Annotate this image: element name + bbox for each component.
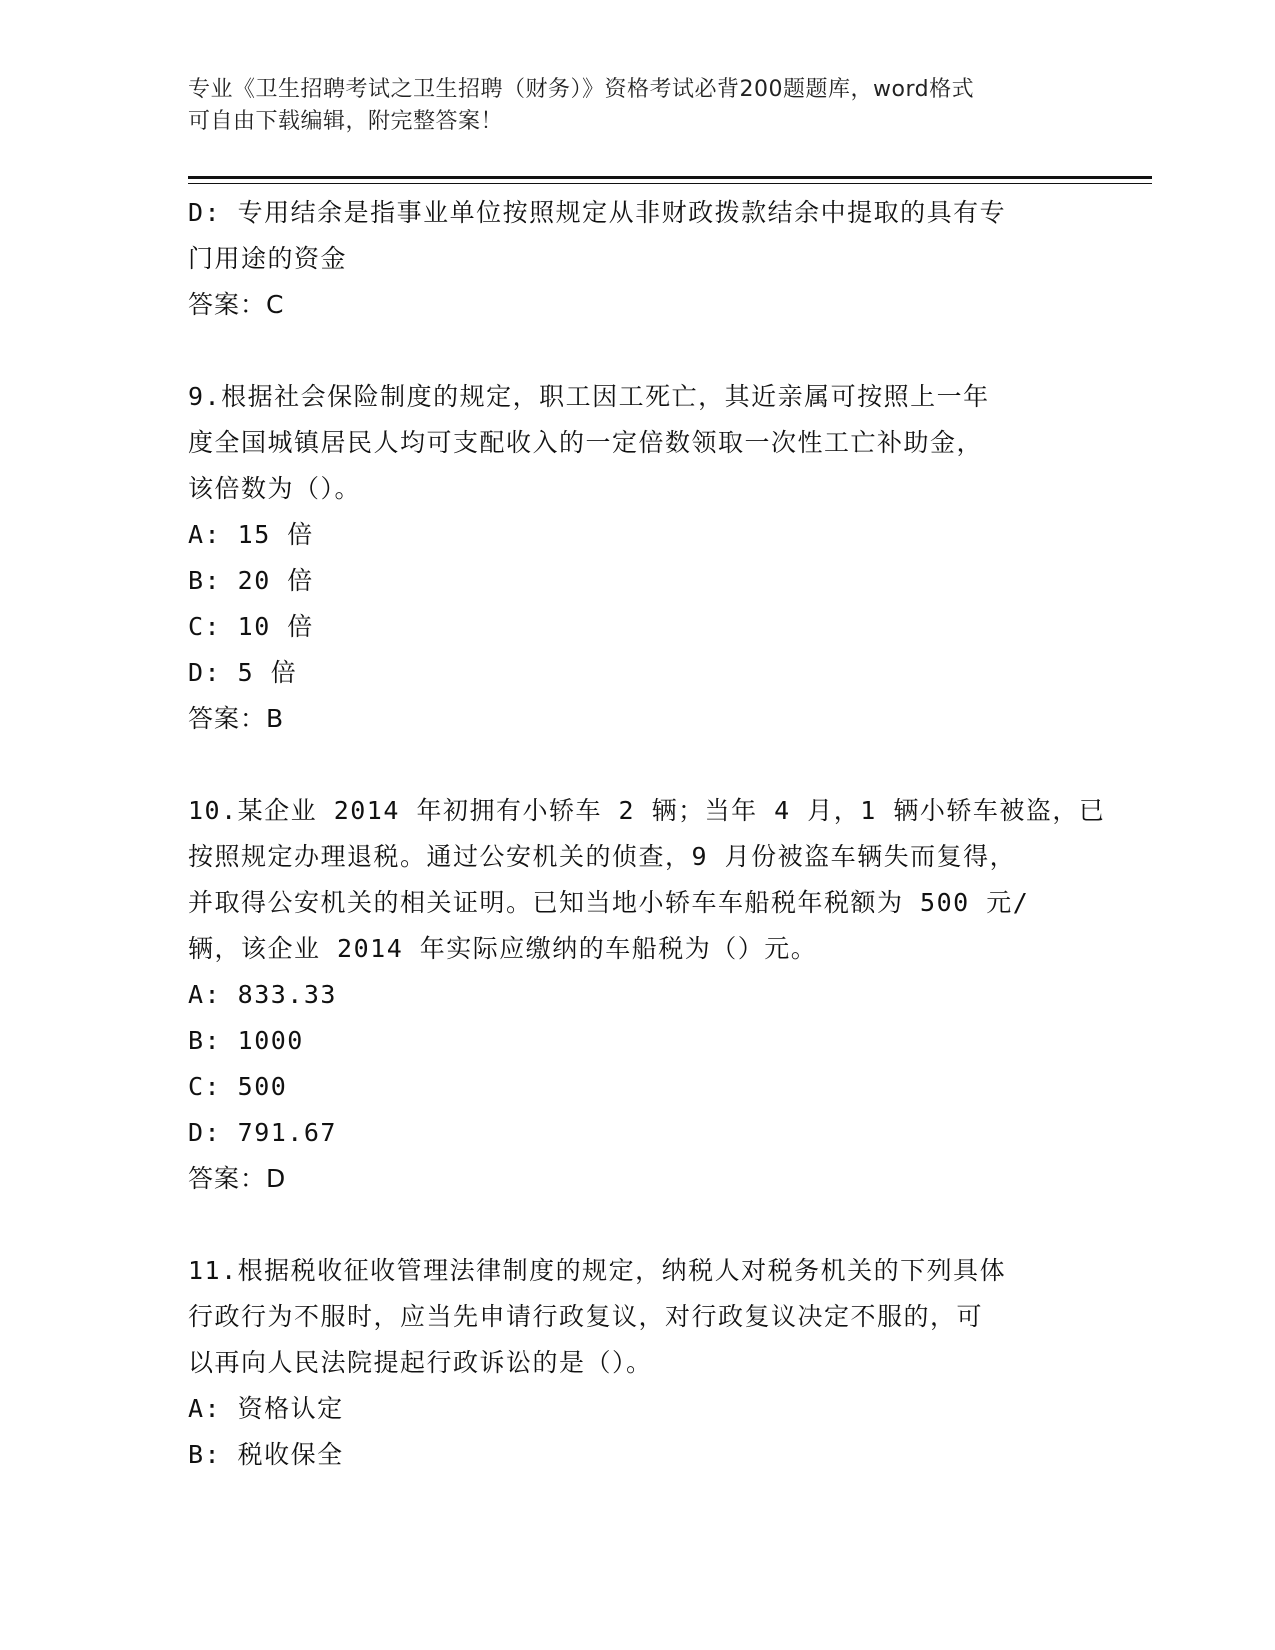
spacer: [188, 328, 1088, 374]
header-title-line-2: 可自由下载编辑，附完整答案！: [188, 109, 504, 134]
option-b: B: 税收保全: [188, 1440, 344, 1469]
spacer: [188, 742, 1088, 788]
question-stem: 辆，该企业 2014 年实际应缴纳的车船税为（）元。: [188, 934, 818, 963]
question-list: [188, 190, 1106, 1478]
question-stem: 以再向人民法院提起行政诉讼的是（）。: [188, 1348, 653, 1377]
question-stem: 9.根据社会保险制度的规定，职工因工死亡，其近亲属可按照上一年: [188, 382, 990, 411]
option-d: D: 791.67: [188, 1118, 337, 1147]
answer: 答案：B: [188, 704, 285, 733]
question-10: [188, 788, 1106, 1202]
option-c: C: 500: [188, 1072, 288, 1101]
question-11: [188, 1248, 1088, 1478]
option-a: A: 833.33: [188, 980, 337, 1009]
question-stem: 按照规定办理退税。通过公安机关的侦查，9 月份被盗车辆失而复得，: [188, 842, 1017, 871]
option-c: C: 10 倍: [188, 612, 314, 641]
spacer: [188, 1202, 1088, 1248]
question-9: [188, 374, 1088, 742]
question-stem: 并取得公安机关的相关证明。已知当地小轿车车船税年税额为 500 元/: [188, 888, 1030, 917]
answer: 答案：D: [188, 1164, 287, 1193]
option-a: A: 资格认定: [188, 1394, 344, 1423]
question-stem: 行政行为不服时，应当先申请行政复议，对行政复议决定不服的，可: [188, 1302, 984, 1331]
header-divider-thin: [188, 183, 1152, 184]
question-stem: 该倍数为（）。: [188, 474, 362, 503]
option-d: D: 5 倍: [188, 658, 298, 687]
question-stem: 度全国城镇居民人均可支配收入的一定倍数领取一次性工亡补助金，: [188, 428, 984, 457]
question-stem: 10.某企业 2014 年初拥有小轿车 2 辆；当年 4 月，1 辆小轿车被盗，已: [188, 796, 1106, 825]
option-a: A: 15 倍: [188, 520, 314, 549]
header-title-line-1: 专业《卫生招聘考试之卫生招聘（财务）》资格考试必背200题题库，word格式: [188, 77, 975, 102]
option-d-continued: 门用途的资金: [188, 244, 348, 273]
option-d: D: 专用结余是指事业单位按照规定从非财政拨款结余中提取的具有专: [188, 198, 1007, 227]
question-8-tail: [188, 190, 1088, 328]
question-stem: 11.根据税收征收管理法律制度的规定，纳税人对税务机关的下列具体: [188, 1256, 1007, 1285]
document-header: [188, 74, 1088, 138]
answer: 答案：C: [188, 290, 285, 319]
option-b: B: 20 倍: [188, 566, 314, 595]
option-b: B: 1000: [188, 1026, 304, 1055]
header-divider-thick: [188, 176, 1152, 179]
